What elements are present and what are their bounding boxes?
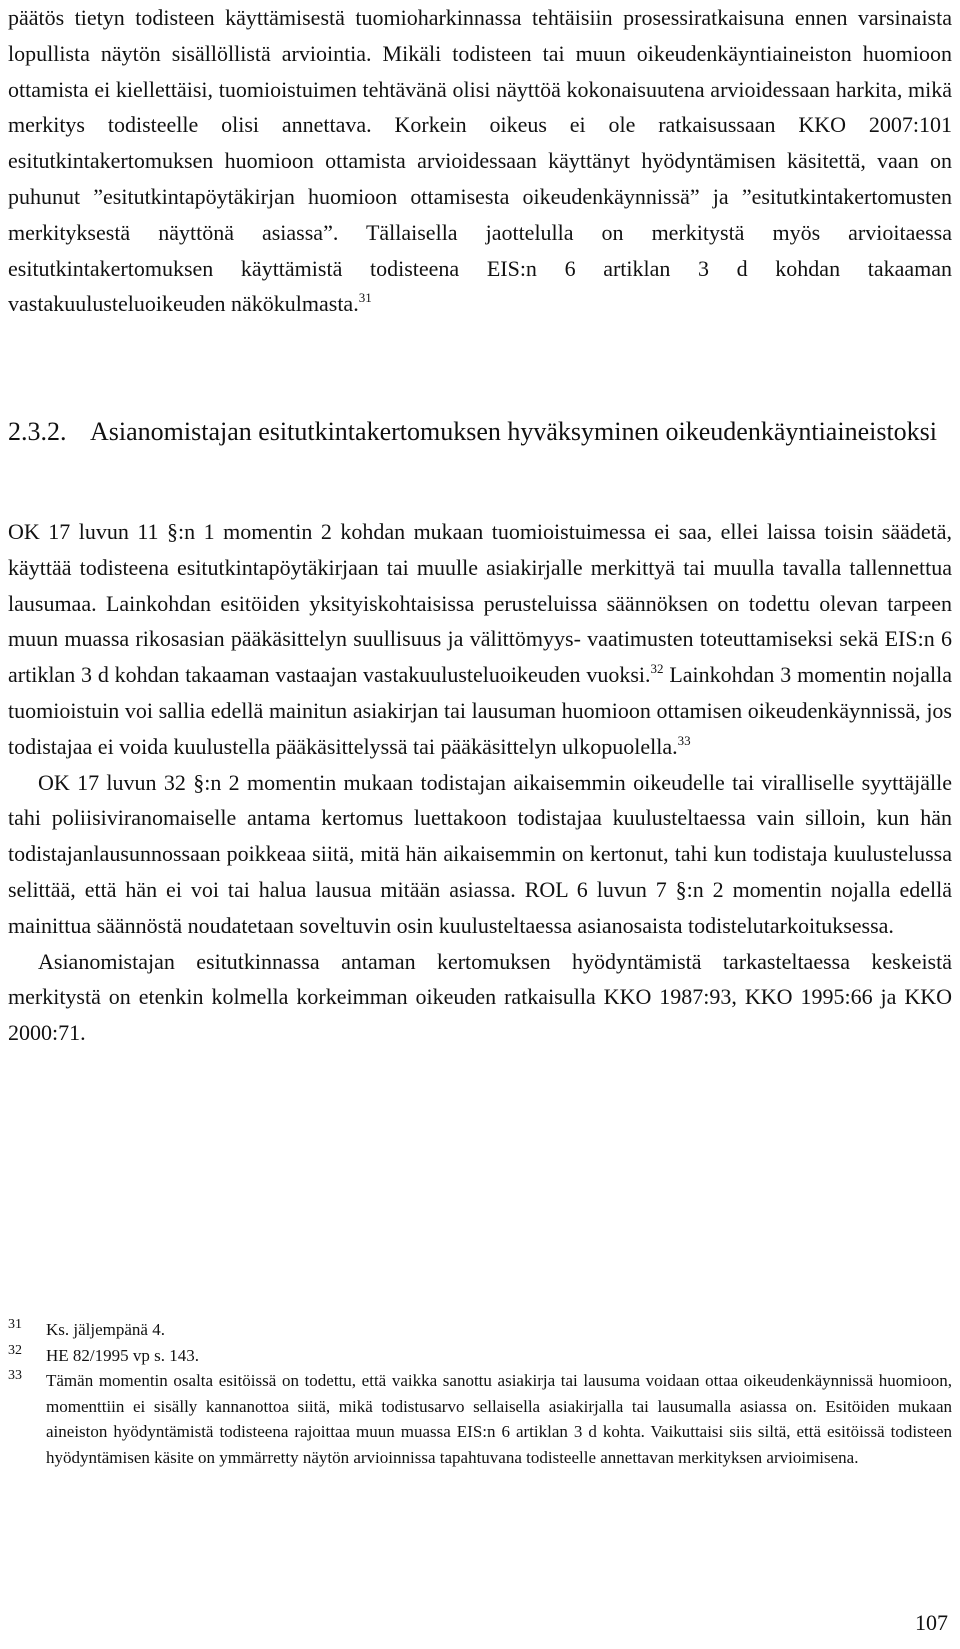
footnote xyxy=(8,1368,952,1470)
paragraph-text: päätös tietyn todisteen käyttämisestä tuomioharkinnassa tehtäisiin prosessiratkaisuna ennen varsinaista lopullista näytön sisällöllistä arviointia. Mikäli todisteen tai muun oikeudenkäyntiaineiston huomioon ottamista ei kiellettäisi, tuomioistuimen tehtävänä olisi näyttöä kokonaisuutena arvioidessaan harkita, mikä merkitys todisteelle olisi annettava. Korkein oikeus ei ole ratkaisussaan KKO 2007:101 esitutkintakertomuksen huomioon ottamista arvioidessaan käyttänyt hyödyntämisen käsitettä, vaan on puhunut ”esitutkintapöytäkirjan huomioon ottamisesta oikeudenkäynnissä” ja ”esitutkintakertomusten merkityksestä näyttönä asiassa”. Tällaisella jaottelulla on merkitystä myös arvioitaessa esitutkintakertomuksen käyttämistä todisteena EIS:n 6 artiklan 3 d kohdan takaaman vastakuulusteluoikeuden näkökulmasta. xyxy=(8,5,952,317)
paragraph xyxy=(8,514,952,765)
footnote xyxy=(8,1317,952,1343)
footnote-text: Ks. jäljempänä 4. xyxy=(46,1320,165,1339)
paragraph xyxy=(8,0,952,322)
section-heading xyxy=(8,413,948,451)
footnote-text: HE 82/1995 vp s. 143. xyxy=(46,1345,199,1365)
footnote-text: Tämän momentin osalta esitöissä on todettu, että vaikka sanottu asiakirja tai lausuma voidaan ottaa oikeudenkäynnissä huomioon, momenttiin ei sisälly kannanottoa siitä, mikä todistusarvo sellaisella asiakirjalla tai lausumalla asiassa on. Esitöiden mukaan aineiston hyödyntämistä todisteena rajoittaa muun muassa EIS:n 6 artiklan 3 d kohta. Vaikuttaisi siis siltä, että esitöissä todisteen hyödyntämisen käsite on ymmärretty näytön arvioinnissa tapahtuvana todisteelle annettavan merkityksen arvioimisena. xyxy=(46,1371,952,1467)
footnote-number: 33 xyxy=(8,1368,22,1383)
page-number: 107 xyxy=(915,1610,948,1635)
footnote-number: 31 xyxy=(8,1317,22,1332)
footnote xyxy=(8,1343,952,1369)
footnote-ref: 32 xyxy=(650,661,664,677)
paragraph-text: Lainkohdan 3 momentin nojalla tuomioistuin voi sallia edellä mainitun asiakirjan tai lausuman huomioon ottamisen oikeudenkäynnissä, jos todistajaa ei voida kuulustella pääkäsittelyssä tai pääkäsittelyn ulkopuolella. xyxy=(8,662,952,759)
paragraph-text: OK 17 luvun 11 §:n 1 momentin 2 kohdan mukaan tuomioistuimessa ei saa, ellei laissa toisin säädetä, käyttää todisteena esitutkintapöytäkirjaan tai muulle asiakirjalle merkittyä tai muulla tavalla tallennettua lausumaa. Lainkohdan esitöiden yksityiskohtaisissa perusteluissa säännöksen on todettu olevan tarpeen muun muassa rikosasian pääkäsittelyn suullisuus ja välittömyys- vaatimusten toteuttamiseksi sekä EIS:n 6 artiklan 3 d kohdan takaaman vastaajan vastakuulusteluoikeuden vuoksi. xyxy=(8,519,952,688)
body-text-section xyxy=(8,514,952,1051)
paragraph: OK 17 luvun 32 §:n 2 momentin mukaan todistajan aikaisemmin oikeudelle tai viralliselle syyttäjälle tahi poliisiviranomaiselle antama kertomus luettakoon todistajaa kuulusteltaessa vain silloin, kun hän todistajanlausunnossaan poikkeaa siitä, mitä hän aikaisemmin on kertonut, tahi kun todistaja kuulustelussa selittää, että hän ei voi tai halua lausua mitään asiassa. ROL 6 luvun 7 §:n 2 momentin nojalla edellä mainittua säännöstä noudatetaan soveltuvin osin kuulusteltaessa asianosaista todistelutarkoituksessa. xyxy=(8,769,952,938)
section-number: 2.3.2. xyxy=(8,417,67,446)
footnotes xyxy=(8,1317,952,1470)
footnote-ref: 33 xyxy=(677,732,691,748)
body-text-top xyxy=(8,0,952,322)
paragraph: Asianomistajan esitutkinnassa antaman kertomuksen hyödyntämistä tarkasteltaessa keskeistä merkitystä on etenkin kolmella korkeimman oikeuden ratkaisulla KKO 1987:93, KKO 1995:66 ja KKO 2000:71. xyxy=(8,948,952,1046)
footnote-number: 32 xyxy=(8,1342,22,1358)
footnote-ref: 31 xyxy=(358,290,372,306)
section-title: Asianomistajan esitutkintakertomuksen hyväksyminen oikeudenkäyntiaineistoksi xyxy=(90,417,938,446)
